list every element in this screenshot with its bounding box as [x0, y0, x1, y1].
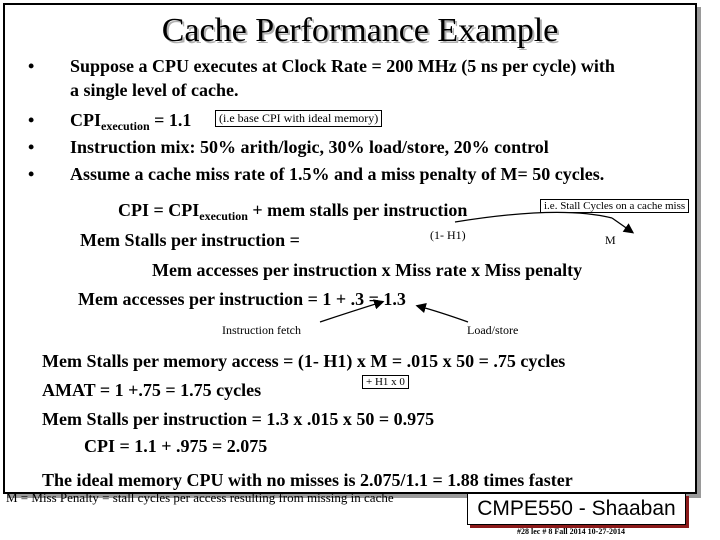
execution-subscript: execution: [101, 119, 150, 133]
annotation-m: M: [605, 233, 616, 247]
stalls-per-access-line: Mem Stalls per memory access = (1- H1) x M = .015 x 50 = .75 cycles: [42, 351, 566, 371]
stalls-per-instruction-line: Mem Stalls per instruction = 1.3 x .015 x 50 = 0.975: [42, 409, 435, 429]
bullet-1-line-2: a single level of cache.: [70, 80, 239, 100]
arrow-mem-stalls-to-1-minus-h1: [455, 212, 612, 222]
cpi-equation-left: CPI = CPI: [118, 200, 200, 220]
h1-note: + H1 x 0: [362, 375, 409, 389]
cpi-value: = 1.1: [149, 110, 192, 130]
amat-line: AMAT = 1 +.75 = 1.75 cycles: [42, 380, 262, 400]
bullet-1-line-1: Suppose a CPU executes at Clock Rate = 200 MHz (5 ns per cycle) with: [70, 56, 615, 76]
bullet-marker: •: [28, 56, 35, 76]
slide-info: #28 lec # 8 Fall 2014 10-27-2014: [517, 527, 625, 536]
bullet-marker: •: [28, 137, 35, 157]
mem-stalls-expression: Mem accesses per instruction x Miss rate x Miss penalty: [152, 260, 583, 280]
arrow-instruction-fetch: [320, 302, 382, 322]
bullet-marker: •: [28, 110, 35, 130]
course-badge: CMPE550 - Shaaban: [467, 493, 686, 525]
bullet-3-instruction-mix: Instruction mix: 50% arith/logic, 30% load/store, 20% control: [70, 137, 549, 157]
mem-stalls-label: Mem Stalls per instruction =: [80, 230, 300, 250]
bullet-marker: •: [28, 164, 35, 184]
miss-penalty-footnote: M = Miss Penalty = stall cycles per access resulting from missing in cache: [6, 490, 394, 505]
stall-cycles-note: i.e. Stall Cycles on a cache miss: [540, 199, 689, 213]
arrow-stall-note-to-equation: [612, 218, 632, 232]
bullet-4-miss-rate: Assume a cache miss rate of 1.5% and a miss penalty of M= 50 cycles.: [70, 164, 605, 184]
base-cpi-note: (i.e base CPI with ideal memory): [215, 110, 382, 127]
instruction-fetch-label: Instruction fetch: [222, 323, 301, 337]
cpi-equation-right: + mem stalls per instruction: [247, 200, 468, 220]
arrow-load-store: [418, 306, 468, 322]
annotation-1-minus-h1: (1- H1): [430, 228, 466, 242]
cpi-label: CPI: [70, 110, 101, 130]
cpi-result-line: CPI = 1.1 + .975 = 2.075: [84, 436, 268, 456]
ideal-faster-line: The ideal memory CPU with no misses is 2.075/1.1 = 1.88 times faster: [42, 470, 573, 490]
load-store-label: Load/store: [467, 323, 519, 337]
slide-title: Cache Performance Example: [161, 12, 559, 49]
cpi-equation-subscript: execution: [199, 209, 248, 223]
mem-accesses-line: Mem accesses per instruction = 1 + .3 = 1.3: [78, 289, 406, 309]
